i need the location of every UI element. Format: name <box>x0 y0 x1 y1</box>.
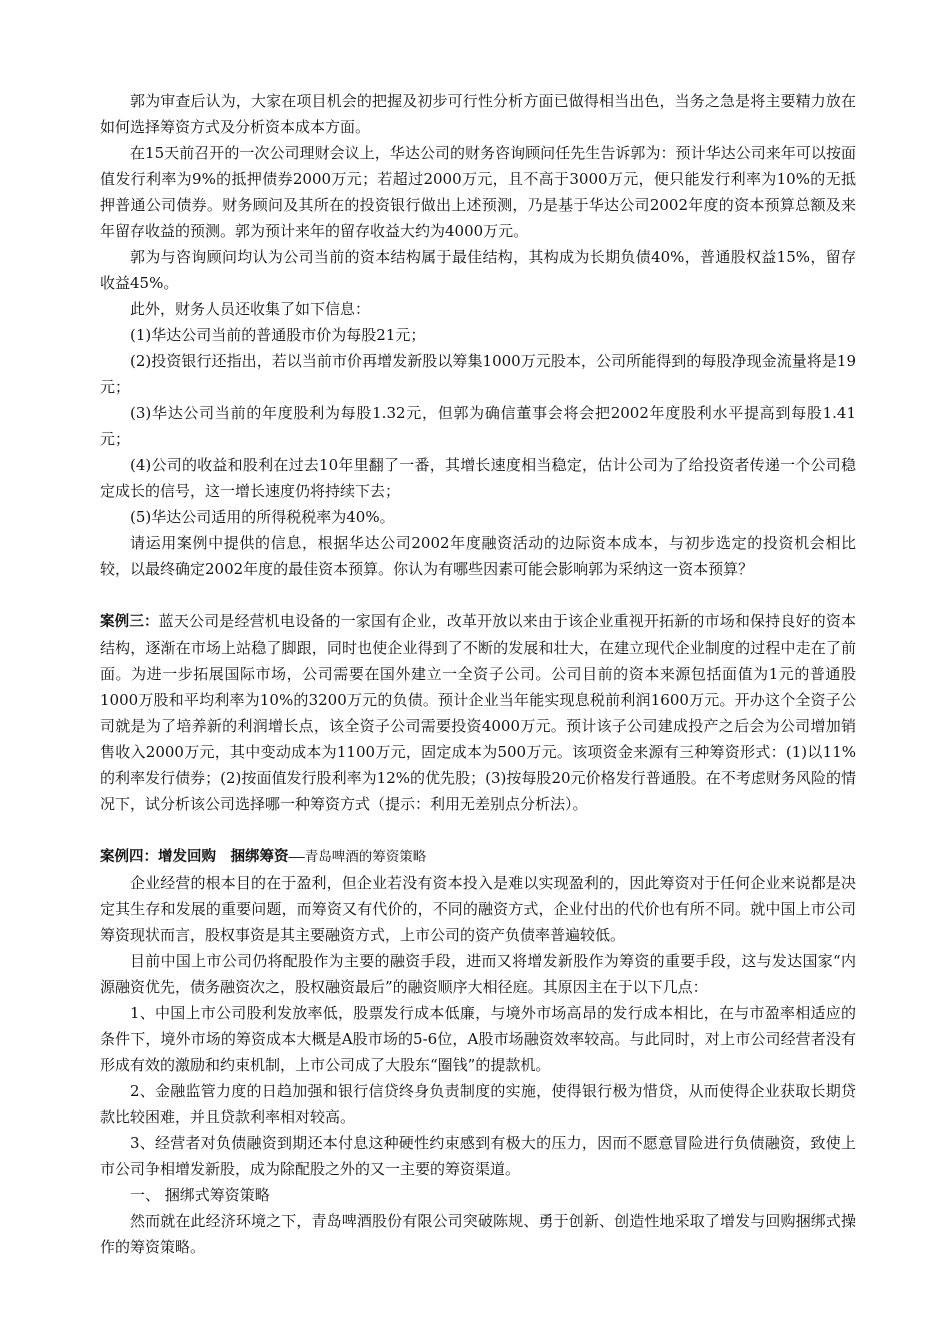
case4-subtitle: ——青岛啤酒的筹资策略 <box>288 849 427 865</box>
list-item: (3)华达公司当前的年度股利为每股1.32元，但郭为确信董事会将会把2002年度股利水平提高到每股1.41元； <box>100 404 856 448</box>
list-item: 1、中国上市公司股利发放率低，股票发行成本低廉，与境外市场高昂的发行成本相比，在与市盈率相适应的条件下，境外市场的筹资成本大概是A股市场的5-6位，A股市场融资效率较高。与此同时，对上市公司经营者没有形成有效的激励和约束机制，上市公司成了大股东“圈钱”的提款机。 <box>100 1004 856 1074</box>
paragraph: 此外，财务人员还收集了如下信息： <box>130 300 371 318</box>
document-page <box>100 88 856 1260</box>
case4-title: 案例四：增发回购 捆绑筹资 <box>100 849 289 865</box>
paragraph: 然而就在此经济环境之下，青岛啤酒股份有限公司突破陈规、勇于创新、创造性地采取了增发与回购捆绑式操作的筹资策略。 <box>100 1212 856 1256</box>
case4-heading <box>100 843 856 870</box>
case3-paragraph <box>100 608 856 817</box>
list-item: 2、金融监管力度的日趋加强和银行信贷终身负责制度的实施，使得银行极为惜贷，从而使得企业获取长期贷款比较困难，并且贷款利率相对较高。 <box>100 1082 856 1126</box>
spacer <box>100 817 856 843</box>
paragraph: 请运用案例中提供的信息，根据华达公司2002年度融资活动的边际资本成本，与初步选定的投资机会相比较，以最终确定2002年度的最佳资本预算。你认为有哪些因素可能会影响郭为采纳这一资本预算？ <box>100 534 856 578</box>
list-item: (2)投资银行还指出，若以当前市价再增发新股以筹集1000万元股本，公司所能得到的每股净现金流量将是19元； <box>100 352 856 396</box>
list-item: (4)公司的收益和股利在过去10年里翻了一番，其增长速度相当稳定，估计公司为了给投资者传递一个公司稳定成长的信号，这一增长速度仍将持续下去； <box>100 456 856 500</box>
spacer <box>100 582 856 608</box>
paragraph: 郭为审查后认为，大家在项目机会的把握及初步可行性分析方面已做得相当出色，当务之急是将主要精力放在如何选择筹资方式及分析资本成本方面。 <box>100 92 856 136</box>
list-item: 3、经营者对负债融资到期还本付息这种硬性约束感到有极大的压力，因而不愿意冒险进行负债融资，致使上市公司争相增发新股，成为除配股之外的又一主要的筹资渠道。 <box>100 1134 856 1178</box>
section-heading: 一、 捆绑式筹资策略 <box>130 1186 270 1204</box>
paragraph: 企业经营的根本目的在于盈利，但企业若没有资本投入是难以实现盈利的，因此筹资对于任何企业来说都是决定其生存和发展的重要问题，而筹资又有代价的，不同的融资方式，企业付出的代价也有所不同。就中国上市公司筹资现状而言，股权事资是其主要融资方式，上市公司的资产负债率普遍较低。 <box>100 874 856 944</box>
case3-label: 案例三： <box>100 614 159 630</box>
paragraph: 郭为与咨询顾问均认为公司当前的资本结构属于最佳结构，其构成为长期负债40%，普通股权益15%，留存收益45%。 <box>100 248 856 292</box>
case3-body: 蓝天公司是经营机电设备的一家国有企业，改革开放以来由于该企业重视开拓新的市场和保持良好的资本结构，逐渐在市场上站稳了脚跟，同时也使企业得到了不断的发展和壮大，在建立现代企业制度的过程中走在了前面。为进一步拓展国际市场，公司需要在国外建立一全资子公司。公司目前的资本来源包括面值为1元的普通股1000万股和平均利率为10%的3200万元的负债。预计企业当年能实现息税前利润1600万元。开办这个全资子公司就是为了培养新的利润增长点，该全资子公司需要投资4000万元。预计该子公司建成投产之后会为公司增加销售收入2000万元，其中变动成本为1100万元，固定成本为500万元。该项资金来源有三种筹资形式：(1)以11%的利率发行债券；(2)按面值发行股利率为12%的优先股；(3)按每股20元价格发行普通股。在不考虑财务风险的情况下，试分析该公司选择哪一种筹资方式（提示：利用无差别点分析法）。 <box>100 612 856 813</box>
paragraph: 在15天前召开的一次公司理财会议上，华达公司的财务咨询顾问任先生告诉郭为：预计华达公司来年可以按面值发行利率为9%的抵押债券2000万元；若超过2000万元，且不高于3000万元，便只能发行利率为10%的无抵押普通公司债券。财务顾问及其所在的投资银行做出上述预测，乃是基于华达公司2002年度的资本预算总额及来年留存收益的预测。郭为预计来年的留存收益大约为4000万元。 <box>100 144 856 240</box>
list-item: (5)华达公司适用的所得税税率为40%。 <box>130 508 395 526</box>
list-item: (1)华达公司当前的普通股市价为每股21元； <box>130 326 426 344</box>
paragraph: 目前中国上市公司仍将配股作为主要的融资手段，进而又将增发新股作为筹资的重要手段，这与发达国家“内源融资优先，债务融资次之，股权融资最后”的融资顺序大相径庭。其原因主在于以下几点： <box>100 952 856 996</box>
